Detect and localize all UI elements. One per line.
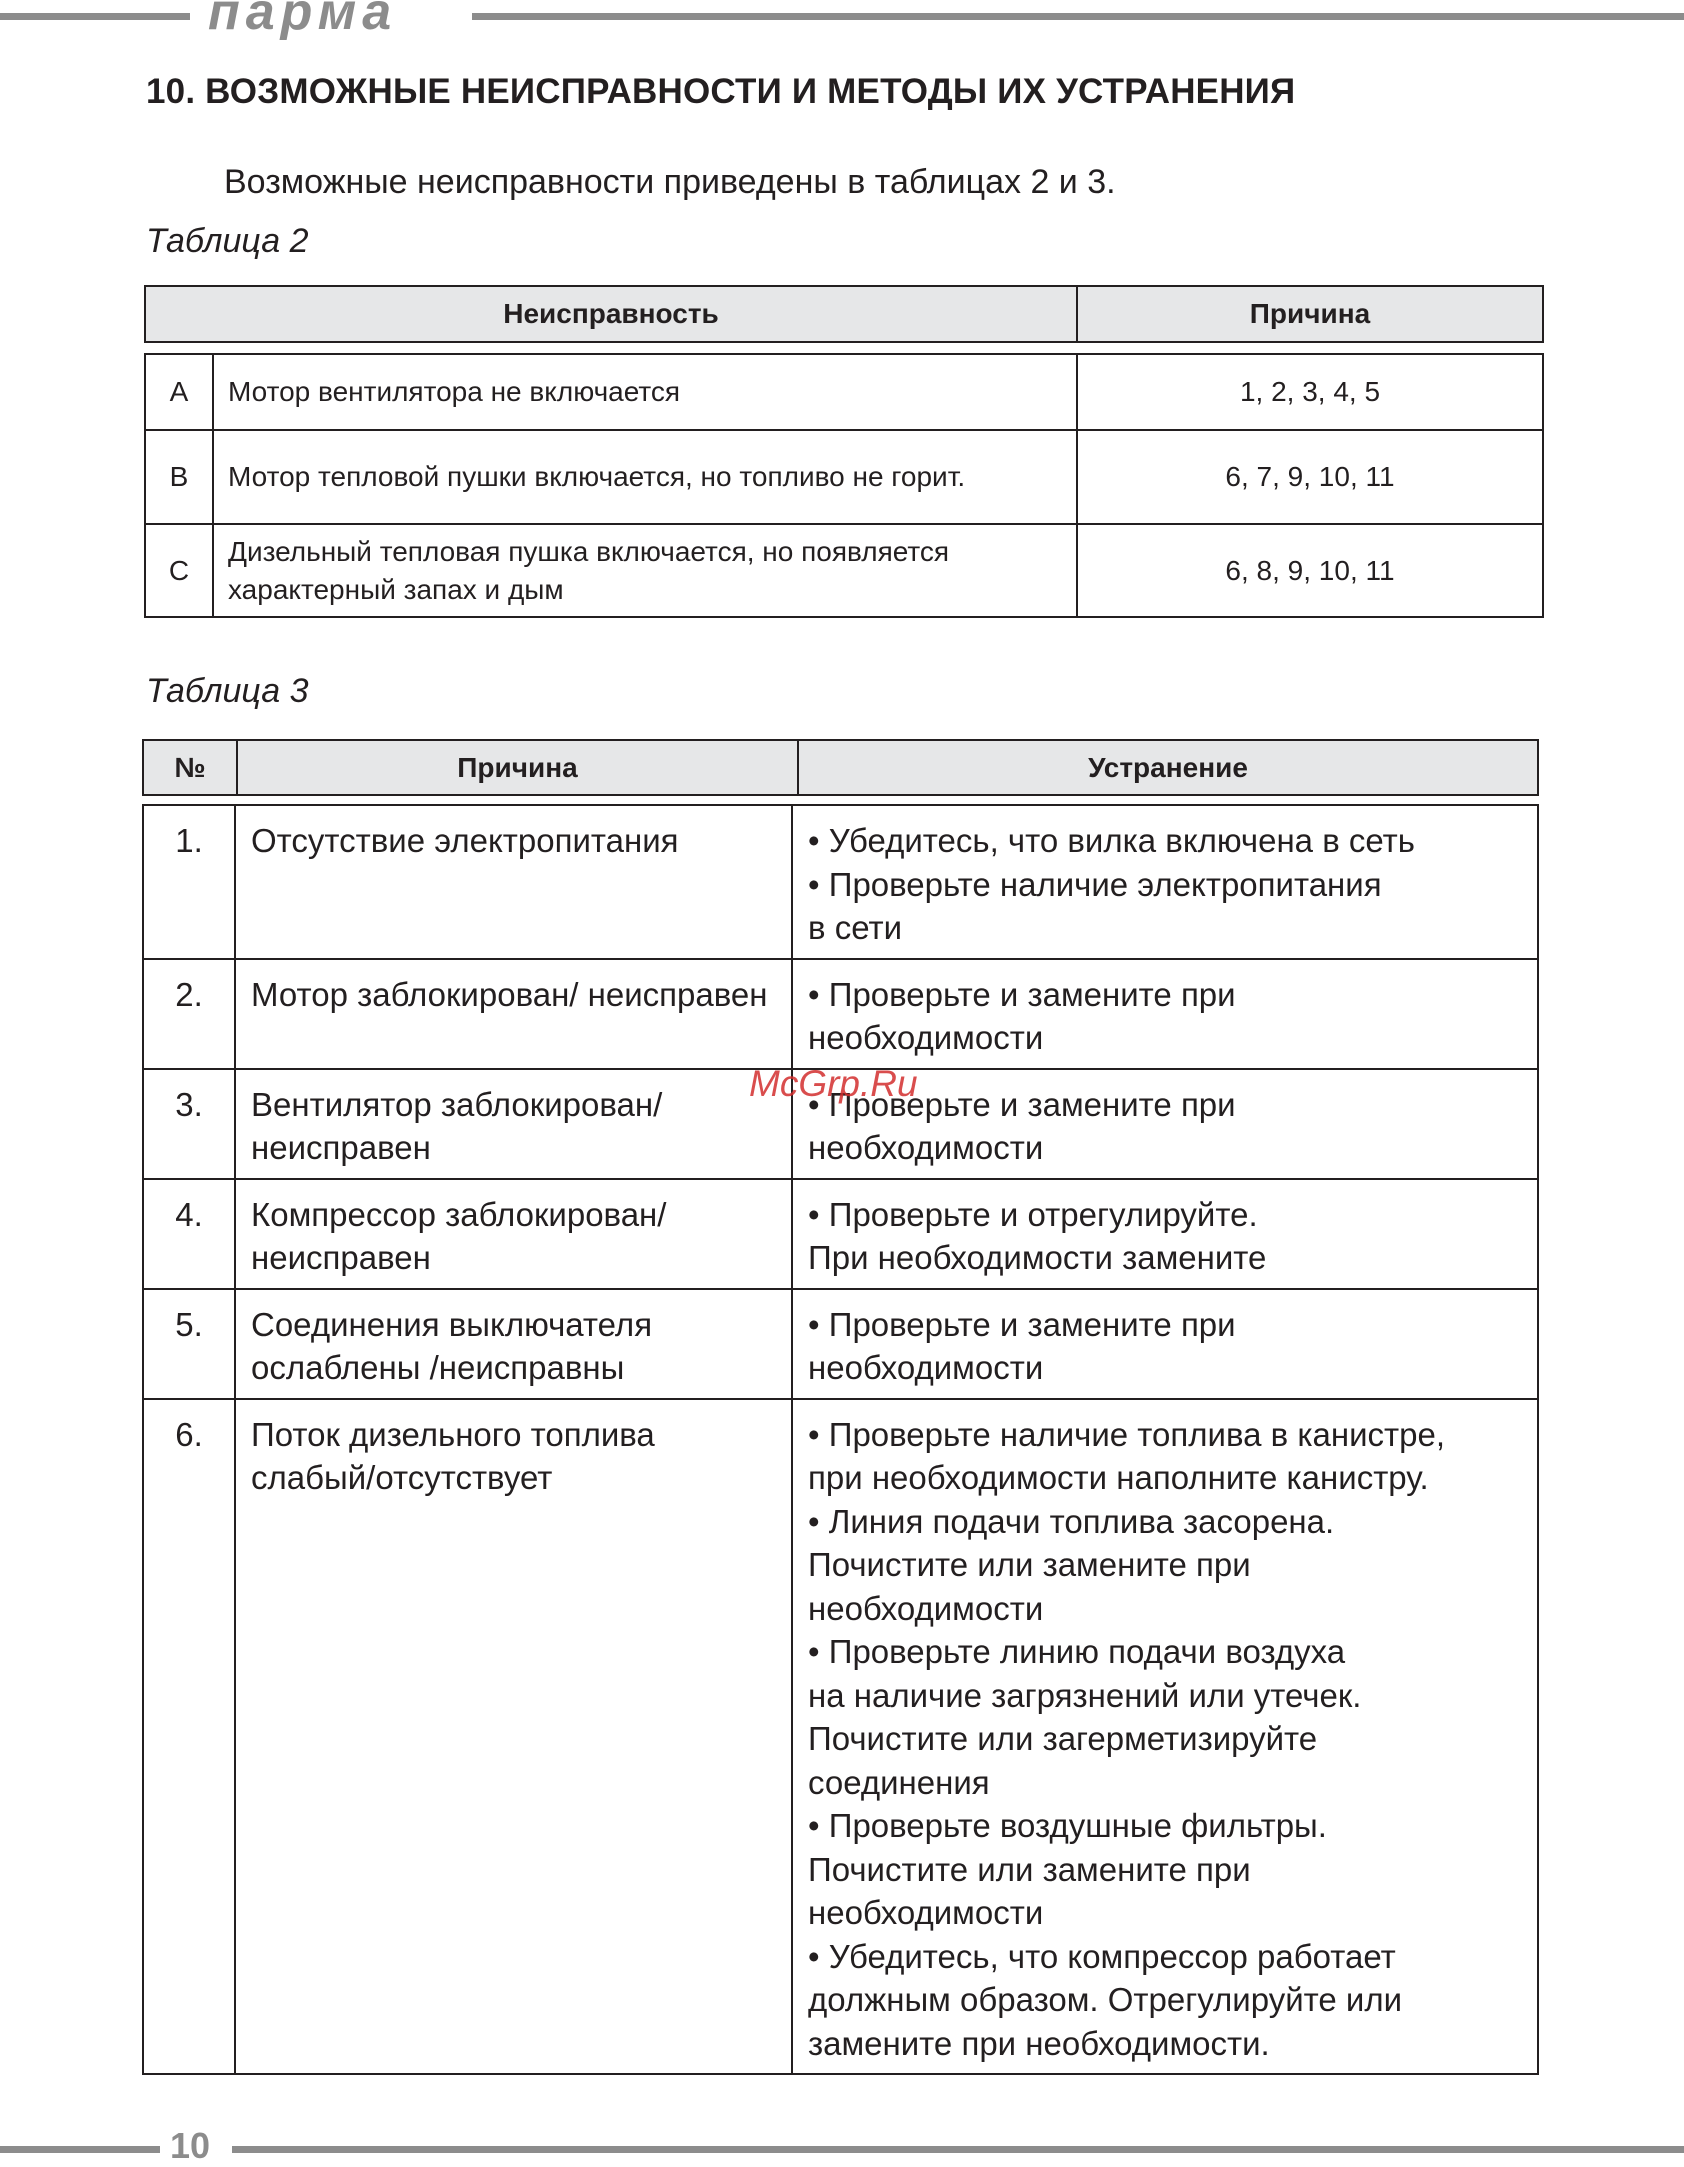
fix-line: должным образом. Отрегулируйте или <box>808 1981 1403 2018</box>
table2-body <box>144 353 1544 618</box>
fix-line: • Проверьте и замените при <box>808 1305 1236 1343</box>
table3-row-cause: Соединения выключателя ослаблены /неисправны <box>235 1289 792 1399</box>
table3-row-cause: Мотор заблокирован/ неисправен <box>235 959 792 1069</box>
table2-header-fault: Неисправность <box>145 286 1077 342</box>
table3-row <box>143 959 1538 1069</box>
table3-header-fix: Устранение <box>798 740 1538 795</box>
fix-line: необходимости <box>808 1019 1044 1056</box>
table3-row-fix <box>792 1289 1538 1399</box>
fix-line: необходимости <box>808 1349 1044 1386</box>
intro-text: Возможные неисправности приведены в таблицах 2 и 3. <box>224 163 1116 201</box>
brand-logo: парма <box>208 0 398 41</box>
fix-line: • Проверьте и замените при <box>808 975 1236 1013</box>
watermark: McGrp.Ru <box>749 1063 918 1104</box>
fix-line: в сети <box>808 909 903 946</box>
table2-row <box>145 430 1543 524</box>
fix-line: на наличие загрязнений или утечек. <box>808 1676 1362 1714</box>
table3-row-cause: Поток дизельного топлива слабый/отсутствует <box>235 1399 792 2075</box>
fix-line: • Линия подачи топлива засорена. <box>808 1502 1335 1540</box>
fix-line: Почистите или замените при <box>808 1546 1251 1583</box>
fix-line: • Проверьте и замените при <box>808 1085 1236 1123</box>
fix-line: замените при необходимости. <box>808 2024 1270 2062</box>
table3-row-cause: Отсутствие электропитания <box>235 805 792 959</box>
fix-line: При необходимости замените <box>808 1239 1267 1276</box>
table3-row-fix <box>792 1399 1538 2075</box>
table3-header <box>142 739 1539 796</box>
section-title: 10. ВОЗМОЖНЫЕ НЕИСПРАВНОСТИ И МЕТОДЫ ИХ УСТРАНЕНИЯ <box>146 72 1296 111</box>
table2-row-fault: Мотор тепловой пушки включается, но топливо не горит. <box>213 430 1077 524</box>
table3-row-fix <box>792 805 1538 959</box>
table2-row-fault: Дизельный тепловая пушка включается, но появляется характерный запах и дым <box>213 524 1077 617</box>
table3-row-num: 6. <box>143 1399 235 2075</box>
page-number: 10 <box>170 2125 211 2166</box>
table3-row <box>143 1289 1538 1399</box>
table3-row-cause: Вентилятор заблокирован/ неисправен <box>235 1069 792 1179</box>
table2-header <box>144 285 1544 343</box>
table3-row-num: 2. <box>143 959 235 1069</box>
fix-line: • Проверьте наличие электропитания <box>808 865 1382 903</box>
fix-line: • Проверьте и отрегулируйте. <box>808 1195 1258 1233</box>
fix-line: необходимости <box>808 1894 1044 1931</box>
table3-row <box>143 1399 1538 2075</box>
table3-caption: Таблица 3 <box>146 672 309 710</box>
fix-line: необходимости <box>808 1589 1044 1627</box>
fix-line: • Убедитесь, что компрессор работает <box>808 1937 1396 1975</box>
table2-row-letter: C <box>145 524 213 617</box>
table3-row-fix <box>792 1179 1538 1289</box>
table3-row-num: 4. <box>143 1179 235 1289</box>
table3-row-cause: Компрессор заблокирован/ неисправен <box>235 1179 792 1289</box>
table3-header-num: № <box>143 740 237 795</box>
table2-header-cause: Причина <box>1077 286 1543 342</box>
table2-row-letter: B <box>145 430 213 524</box>
table2-row-causes: 6, 8, 9, 10, 11 <box>1077 524 1543 617</box>
table3-row <box>143 1179 1538 1289</box>
fix-line: соединения <box>808 1763 990 1801</box>
fix-line: необходимости <box>808 1129 1044 1166</box>
table2-row <box>145 354 1543 430</box>
table2-row <box>145 524 1543 617</box>
table3-row-num: 1. <box>143 805 235 959</box>
table2-row-causes: 1, 2, 3, 4, 5 <box>1077 354 1543 430</box>
fix-line: • Проверьте наличие топлива в канистре, <box>808 1415 1446 1453</box>
table2-row-causes: 6, 7, 9, 10, 11 <box>1077 430 1543 524</box>
fix-line: • Убедитесь, что вилка включена в сеть <box>808 822 1415 859</box>
fix-line: • Проверьте воздушные фильтры. <box>808 1807 1327 1844</box>
header-rule-left <box>0 13 190 20</box>
table2-row-fault: Мотор вентилятора не включается <box>213 354 1077 430</box>
table3-row-fix <box>792 959 1538 1069</box>
fix-line: Почистите или замените при <box>808 1850 1251 1888</box>
header-rule-right <box>472 13 1684 20</box>
table2-caption: Таблица 2 <box>146 222 309 260</box>
footer-rule-right <box>232 2146 1684 2153</box>
table2-row-letter: A <box>145 354 213 430</box>
table3-row <box>143 805 1538 959</box>
table3-body <box>142 804 1539 2075</box>
fix-line: • Проверьте линию подачи воздуха <box>808 1633 1346 1670</box>
footer-rule-left <box>0 2146 160 2153</box>
table3-row-num: 5. <box>143 1289 235 1399</box>
table3-header-cause: Причина <box>237 740 798 795</box>
fix-line: при необходимости наполните канистру. <box>808 1459 1429 1496</box>
table3-row-num: 3. <box>143 1069 235 1179</box>
fix-line: Почистите или загерметизируйте <box>808 1720 1318 1757</box>
